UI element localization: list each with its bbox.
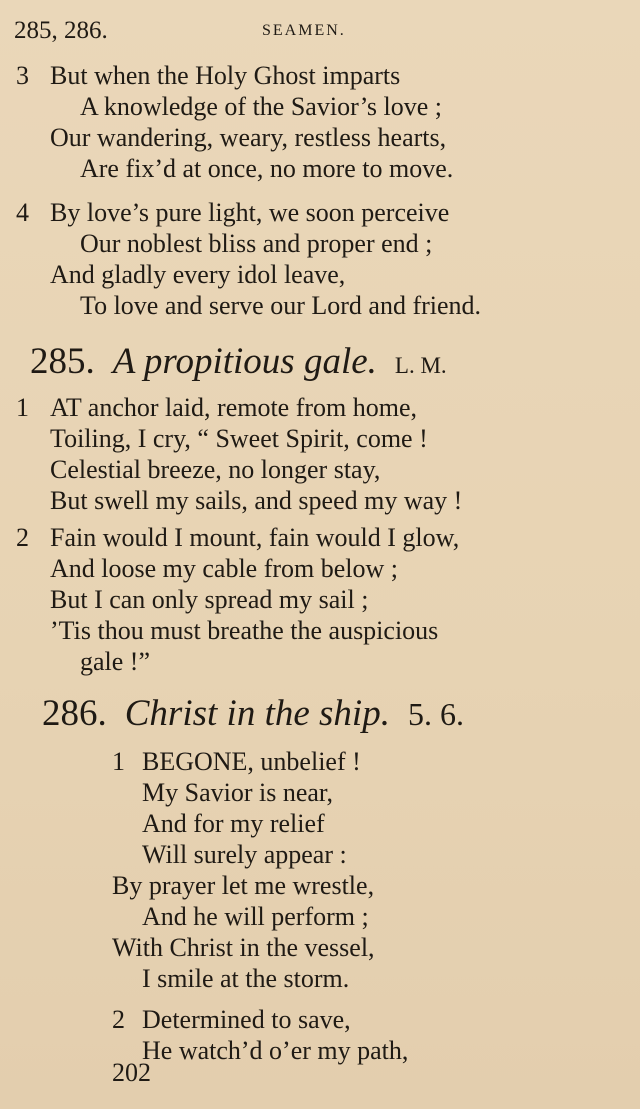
hymn-285-verse-1 bbox=[16, 392, 616, 516]
verse-line bbox=[16, 60, 616, 91]
verse-line: He watch’d o’er my path, bbox=[142, 1036, 409, 1065]
hymn-meter: 5. 6. bbox=[407, 696, 464, 732]
verse-line: My Savior is near, bbox=[142, 778, 334, 807]
hymn-number: 285. bbox=[30, 341, 95, 382]
verse-line-text: But when the Holy Ghost imparts bbox=[50, 61, 401, 90]
verse-number: 4 bbox=[16, 198, 29, 227]
verse-line: By prayer let me wrestle, bbox=[112, 871, 375, 900]
verse-line: Will surely appear : bbox=[142, 840, 347, 869]
verse-line: ’Tis thou must breathe the auspicious bbox=[50, 616, 439, 645]
verse-line: But I can only spread my sail ; bbox=[50, 585, 369, 614]
verse-line: And for my relief bbox=[142, 809, 325, 838]
verse-line: To love and serve our Lord and friend. bbox=[80, 291, 482, 320]
verse-number: 1 bbox=[16, 393, 29, 422]
verse-line-text: By love’s pure light, we soon perceive bbox=[50, 198, 450, 227]
verse-line: gale !” bbox=[80, 647, 151, 676]
running-header bbox=[14, 18, 626, 58]
hymn-title: A propitious gale. bbox=[112, 341, 377, 382]
verse-line bbox=[112, 1004, 592, 1035]
hymn-285-verse-2 bbox=[16, 522, 616, 677]
verse-line: And loose my cable from below ; bbox=[50, 554, 399, 583]
hymn-286-heading bbox=[42, 695, 464, 732]
verse-line: Are fix’d at once, no more to move. bbox=[80, 154, 454, 183]
hymn-286-verse-1 bbox=[112, 746, 592, 994]
verse-line bbox=[16, 522, 616, 553]
verse-line: Celestial breeze, no longer stay, bbox=[50, 455, 381, 484]
hymn-title: Christ in the ship. bbox=[124, 693, 390, 734]
verse-number: 3 bbox=[16, 61, 29, 90]
verse-number: 2 bbox=[112, 1005, 125, 1034]
verse-line bbox=[112, 746, 592, 777]
verse-line: And gladly every idol leave, bbox=[50, 260, 346, 289]
verse-line-text: Fain would I mount, fain would I glow, bbox=[50, 523, 460, 552]
header-hymn-numbers: 285, 286. bbox=[14, 17, 108, 44]
verse-line: Our wandering, weary, restless hearts, bbox=[50, 123, 447, 152]
continued-verse-4 bbox=[16, 197, 616, 321]
verse-line-text: BEGONE, unbelief ! bbox=[142, 747, 361, 776]
verse-line: And he will perform ; bbox=[142, 902, 369, 931]
hymn-meter: L. M. bbox=[394, 353, 447, 378]
verse-line: I smile at the storm. bbox=[142, 964, 350, 993]
header-section-title: SEAMEN. bbox=[262, 22, 346, 39]
verse-line bbox=[16, 392, 616, 423]
page-number: 202 bbox=[112, 1058, 151, 1087]
verse-number: 1 bbox=[112, 747, 125, 776]
verse-line: But swell my sails, and speed my way ! bbox=[50, 486, 463, 515]
verse-number: 2 bbox=[16, 523, 29, 552]
verse-line bbox=[16, 197, 616, 228]
hymn-286-verse-2 bbox=[112, 1004, 592, 1066]
continued-verse-3 bbox=[16, 60, 616, 184]
verse-line: A knowledge of the Savior’s love ; bbox=[80, 92, 443, 121]
verse-line: With Christ in the vessel, bbox=[112, 933, 375, 962]
verse-line: Toiling, I cry, “ Sweet Spirit, come ! bbox=[50, 424, 428, 453]
verse-line-text: AT anchor laid, remote from home, bbox=[50, 393, 418, 422]
hymn-number: 286. bbox=[42, 693, 107, 734]
verse-line: Our noblest bliss and proper end ; bbox=[80, 229, 433, 258]
hymn-285-heading bbox=[30, 343, 447, 380]
verse-line-text: Determined to save, bbox=[142, 1005, 351, 1034]
